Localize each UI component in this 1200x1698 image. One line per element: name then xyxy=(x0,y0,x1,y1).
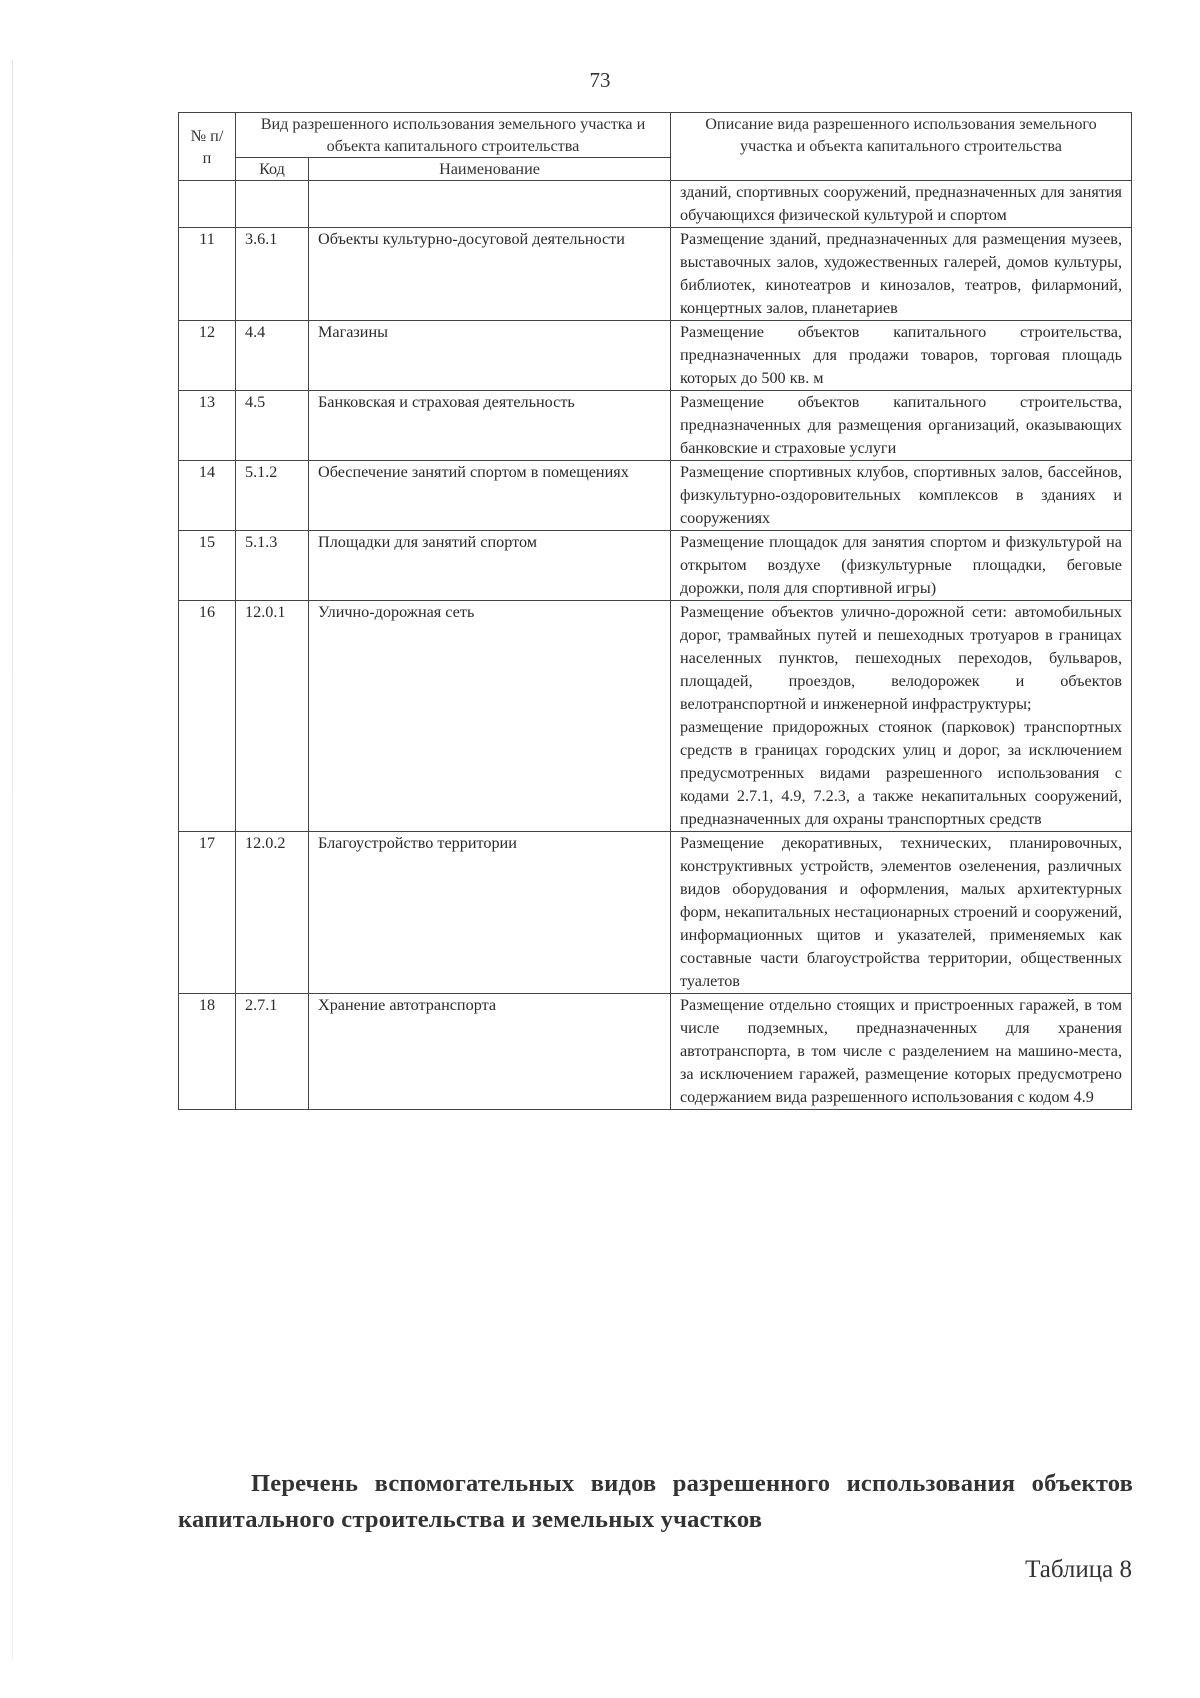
table-row xyxy=(179,601,1132,832)
table-row xyxy=(179,181,1132,228)
description-paragraph: зданий, спортивных сооружений, предназначенных для занятия обучающихся физической культурой и спортом xyxy=(680,183,1122,224)
row-number: 15 xyxy=(179,531,236,601)
table-row xyxy=(179,994,1132,1110)
row-code: 5.1.3 xyxy=(236,531,309,601)
description-paragraph: размещение придорожных стоянок (парковок) транспортных средств в границах городских улиц и дорог, за исключением предусмотренных видами разрешенного использования с кодами 2.7.1, 4.9, 7.2.3, а также некапитальных сооружений, предназначенных для охраны транспортных средств xyxy=(680,718,1122,828)
row-number: 17 xyxy=(179,832,236,994)
row-number: 14 xyxy=(179,461,236,531)
description-paragraph: Размещение площадок для занятия спортом и физкультурой на открытом воздухе (физкультурные площадки, беговые дорожки, поля для спортивной игры) xyxy=(680,533,1122,597)
header-description: Описание вида разрешенного использования земельного участка и объекта капитального строительства xyxy=(671,113,1132,181)
table-header-row xyxy=(179,113,1132,158)
row-name: Площадки для занятий спортом xyxy=(309,531,671,601)
description-paragraph: Размещение объектов улично-дорожной сети: автомобильных дорог, трамвайных путей и пешеходных тротуаров в границах населенных пунктов, пешеходных переходов, бульваров, площадей, проездов, велодорожек и объектов велотранспортной и инженерной инфраструктуры; xyxy=(680,603,1122,713)
table-row xyxy=(179,832,1132,994)
row-description xyxy=(671,601,1132,832)
description-paragraph: Размещение декоративных, технических, планировочных, конструктивных устройств, элементов озеленения, различных видов оборудования и оформления, малых архитектурных форм, некапитальных нестационарных строений и сооружений, информационных щитов и указателей, применяемых как составные части благоустройства территории, общественных туалетов xyxy=(680,834,1122,990)
row-number xyxy=(179,181,236,228)
description-paragraph: Размещение отдельно стоящих и пристроенных гаражей, в том числе подземных, предназначенных для хранения автотранспорта, в том числе с разделением на машино-места, за исключением гаражей, размещение которых предусмотрено содержанием вида разрешенного использования с кодом 4.9 xyxy=(680,996,1122,1106)
row-name: Улично-дорожная сеть xyxy=(309,601,671,832)
description-paragraph: Размещение объектов капитального строительства, предназначенных для продажи товаров, торговая площадь которых до 500 кв. м xyxy=(680,323,1122,387)
row-description xyxy=(671,321,1132,391)
land-use-table xyxy=(178,112,1132,1110)
table-row xyxy=(179,391,1132,461)
row-code: 5.1.2 xyxy=(236,461,309,531)
row-number: 12 xyxy=(179,321,236,391)
description-paragraph: Размещение зданий, предназначенных для размещения музеев, выставочных залов, художественных галерей, домов культуры, библиотек, кинотеатров и кинозалов, театров, филармоний, концертных залов, планетариев xyxy=(680,230,1122,317)
header-kind-group: Вид разрешенного использования земельного участка и объекта капитального строительства xyxy=(236,113,671,158)
header-name: Наименование xyxy=(309,158,671,181)
row-number: 18 xyxy=(179,994,236,1110)
header-code: Код xyxy=(236,158,309,181)
row-code: 12.0.2 xyxy=(236,832,309,994)
row-name: Хранение автотранспорта xyxy=(309,994,671,1110)
row-description xyxy=(671,181,1132,228)
section-heading-text: Перечень вспомогательных видов разрешенного использования объектов капитального строительства и земельных участков xyxy=(178,1470,1133,1533)
table-body xyxy=(179,181,1132,1110)
row-name: Магазины xyxy=(309,321,671,391)
row-number: 16 xyxy=(179,601,236,832)
row-description xyxy=(671,832,1132,994)
row-description xyxy=(671,228,1132,321)
row-code: 12.0.1 xyxy=(236,601,309,832)
row-number: 11 xyxy=(179,228,236,321)
table-caption: Таблица 8 xyxy=(1025,1556,1132,1583)
header-number: № п/п xyxy=(179,113,236,181)
row-description xyxy=(671,461,1132,531)
row-name: Объекты культурно-досуговой деятельности xyxy=(309,228,671,321)
table-row xyxy=(179,321,1132,391)
row-name xyxy=(309,181,671,228)
section-heading xyxy=(178,1466,1133,1538)
row-description xyxy=(671,531,1132,601)
row-name: Благоустройство территории xyxy=(309,832,671,994)
row-code: 3.6.1 xyxy=(236,228,309,321)
row-number: 13 xyxy=(179,391,236,461)
row-code: 2.7.1 xyxy=(236,994,309,1110)
row-description xyxy=(671,994,1132,1110)
description-paragraph: Размещение спортивных клубов, спортивных залов, бассейнов, физкультурно-оздоровительных комплексов в зданиях и сооружениях xyxy=(680,463,1122,527)
table-row xyxy=(179,461,1132,531)
row-name: Обеспечение занятий спортом в помещениях xyxy=(309,461,671,531)
scan-edge xyxy=(12,60,13,1660)
row-description xyxy=(671,391,1132,461)
page-number: 73 xyxy=(589,68,611,92)
table-row xyxy=(179,228,1132,321)
description-paragraph: Размещение объектов капитального строительства, предназначенных для размещения организаций, оказывающих банковские и страховые услуги xyxy=(680,393,1122,457)
table-row xyxy=(179,531,1132,601)
row-name: Банковская и страховая деятельность xyxy=(309,391,671,461)
row-code: 4.4 xyxy=(236,321,309,391)
row-code: 4.5 xyxy=(236,391,309,461)
row-code xyxy=(236,181,309,228)
